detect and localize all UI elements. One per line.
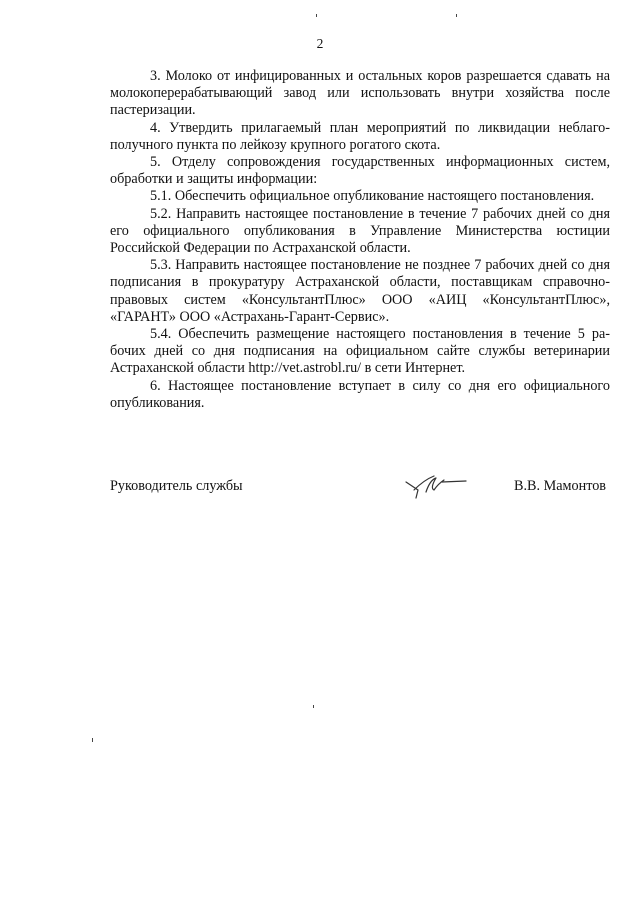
scan-speck xyxy=(92,738,93,742)
signature-block xyxy=(110,478,610,518)
paragraph-6: 6. Настоящее постановление вступает в силу со дня его официального опубликования. xyxy=(110,377,610,411)
paragraph-5: 5. Отделу сопровождения государственных информационных систем, обработки и защиты информации: xyxy=(110,154,610,188)
document-body xyxy=(110,68,610,412)
scan-speck xyxy=(316,14,317,17)
handwritten-signature xyxy=(400,468,472,504)
paragraph-5-1: 5.1. Обеспечить официальное опубликование настоящего постановления. xyxy=(150,188,595,205)
scan-speck xyxy=(313,705,314,708)
paragraph-5-4: 5.4. Обеспечить размещение настоящего постановления в течение 5 рабочих дней со дня подписания на официальном сайте службы ветеринарии Астраханской области http://vet.astrobl.ru/ в сети Интернет. xyxy=(110,326,610,377)
page-number: 2 xyxy=(316,36,324,51)
paragraph-5-2: 5.2. Направить настоящее постановление в течение 7 рабочих дней со дня его официального опубликования в Управление Министерства юстиции Российской Федерации по Астраханской области. xyxy=(110,205,610,257)
paragraph-5-3: 5.3. Направить настоящее постановление не позднее 7 рабочих дней со дня подписания в прокуратуру Астраханской области, поставщикам справочно-правовых систем «КонсультантПлюс» ООО «АИЦ «КонсультантПлюс», «ГАРАНТ» ООО «Астрахань-Гарант-Сервис». xyxy=(110,257,610,325)
scan-speck xyxy=(456,14,457,17)
signer-name: В.В. Мамонтов xyxy=(514,478,606,494)
paragraph-3: 3. Молоко от инфицированных и остальных коров разрешается сдавать на молокоперерабатывающий завод или использовать внутри хозяйства после пастеризации. xyxy=(110,68,610,119)
paragraph-4: 4. Утвердить прилагаемый план мероприятий по ликвидации неблагополучного пункта по лейкозу крупного рогатого скота. xyxy=(110,119,610,153)
signer-position: Руководитель службы xyxy=(110,478,243,494)
